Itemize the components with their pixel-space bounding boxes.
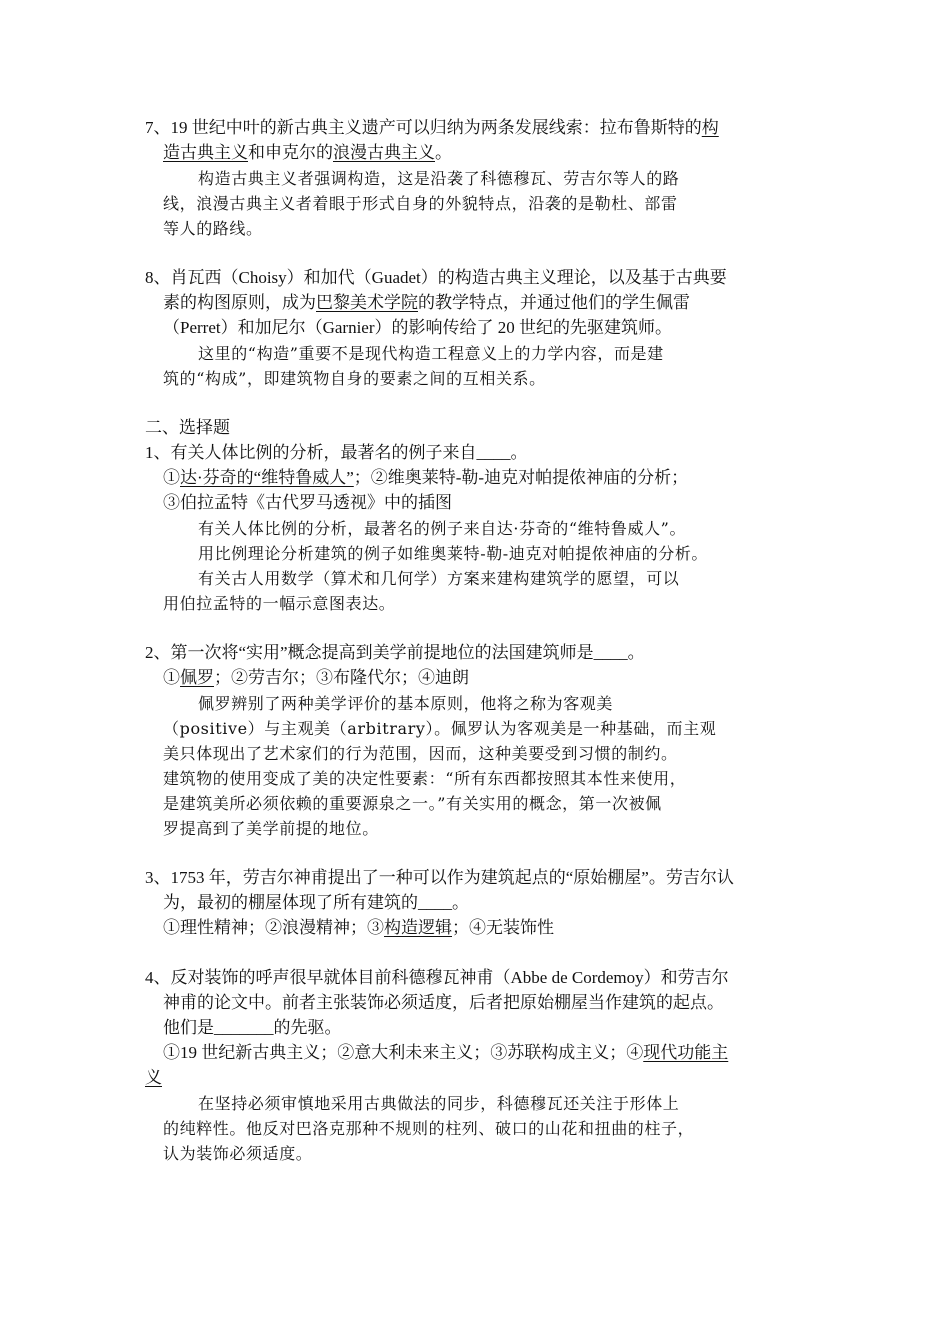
c2-explanation-2: （positive）与主观美（arbitrary）。佩罗认为客观美是一种基础，而主观 [163,719,717,738]
q8-line-2: 素的构图原则，成为巴黎美术学院的教学特点，并通过他们的学生佩雷 [163,293,690,312]
q8-line-1: 8、肖瓦西（Choisy）和加代（Guadet）的构造古典主义理论，以及基于古典要 [145,268,727,287]
q8-line-3: （Perret）和加尼尔（Garnier）的影响传给了 20 世纪的先驱建筑师。 [163,318,673,337]
c2-explanation-6: 罗提高到了美学前提的地位。 [163,819,379,838]
c4-options-2 [145,1066,162,1090]
c1-options-2: ③伯拉孟特《古代罗马透视》中的插图 [163,493,452,512]
answer-underline: 构造逻辑 [384,918,452,937]
c4-explanation-3: 认为装饰必须适度。 [163,1144,313,1163]
c1-explanation-3: 有关古人用数学（算术和几何学）方案来建构建筑学的愿望，可以 [198,569,680,588]
answer-underline: 现代功能主 [643,1043,729,1062]
c2-options-1: ①佩罗；②劳吉尔；③布隆代尔；④迪朗 [163,668,469,687]
answer-underline: 佩罗 [180,668,214,687]
c4-question-1: 4、反对装饰的呼声很早就体目前科德穆瓦神甫（Abbe de Cordemoy）和劳吉尔 [145,968,729,987]
q8-explanation-2: 筑的“构成”，即建筑物自身的要素之间的互相关系。 [163,369,546,388]
c2-explanation-5: 是建筑美所必须依赖的重要源泉之一。”有关实用的概念，第一次被佩 [163,794,662,813]
c1-explanation-1: 有关人体比例的分析，最著名的例子来自达·芬奇的“维特鲁威人”。 [198,519,687,538]
c4-question-2: 神甫的论文中。前者主张装饰必须适度，后者把原始棚屋当作建筑的起点。 [163,993,724,1012]
answer-underline: 浪漫古典主义 [333,143,435,162]
c2-explanation-4: 建筑物的使用变成了美的决定性要素：“所有东西都按照其本性来使用， [163,769,687,788]
section-heading: 二、选择题 [145,418,230,437]
c1-question: 1、有关人体比例的分析，最著名的例子来自____。 [145,443,528,462]
q8-explanation-1: 这里的“构造”重要不是现代构造工程意义上的力学内容，而是建 [198,344,664,363]
answer-underline: 巴黎美术学院 [316,293,418,312]
c3-options-1: ①理性精神；②浪漫精神；③构造逻辑；④无装饰性 [163,918,554,937]
q7-line-2: 造古典主义和申克尔的浪漫古典主义。 [163,143,452,162]
c3-question-1: 3、1753 年，劳吉尔神甫提出了一种可以作为建筑起点的“原始棚屋”。劳吉尔认 [145,868,734,887]
q7-line-1: 7、19 世纪中叶的新古典主义遗产可以归纳为两条发展线索：拉布鲁斯特的构 [145,118,719,137]
c1-explanation-4: 用伯拉孟特的一幅示意图表达。 [163,594,396,613]
c4-options-1: ①19 世纪新古典主义；②意大利未来主义；③苏联构成主义；④现代功能主 [163,1043,729,1062]
c2-explanation-1: 佩罗辨别了两种美学评价的基本原则，他将之称为客观美 [198,694,614,713]
q7-explanation-3: 等人的路线。 [163,219,263,238]
c4-question-3: 他们是_______的先驱。 [163,1018,342,1037]
c1-explanation-2: 用比例理论分析建筑的例子如维奥莱特-勒-迪克对帕提侬神庙的分析。 [198,544,709,563]
c4-explanation-2: 的纯粹性。他反对巴洛克那种不规则的柱列、破口的山花和扭曲的柱子， [163,1119,695,1138]
answer-underline: 构 [701,118,719,137]
c3-question-2: 为，最初的棚屋体现了所有建筑的____。 [163,893,469,912]
answer-underline: 达·芬奇的“维特鲁威人” [180,468,354,487]
c4-explanation-1: 在坚持必须审慎地采用古典做法的同步，科德穆瓦还关注于形体上 [198,1094,680,1113]
answer-underline: 义 [145,1068,162,1087]
q7-explanation-1: 构造古典主义者强调构造，这是沿袭了科德穆瓦、劳吉尔等人的路 [198,169,680,188]
c1-options-1: ①达·芬奇的“维特鲁威人”；②维奥莱特-勒-迪克对帕提侬神庙的分析； [163,468,689,487]
q7-explanation-2: 线，浪漫古典主义者着眼于形式自身的外貌特点，沿袭的是勒杜、部雷 [163,194,678,213]
c2-explanation-3: 美只体现出了艺术家们的行为范围，因而，这种美要受到习惯的制约。 [163,744,678,763]
c2-question: 2、第一次将“实用”概念提高到美学前提地位的法国建筑师是____。 [145,643,645,662]
answer-underline: 造古典主义 [163,143,248,162]
